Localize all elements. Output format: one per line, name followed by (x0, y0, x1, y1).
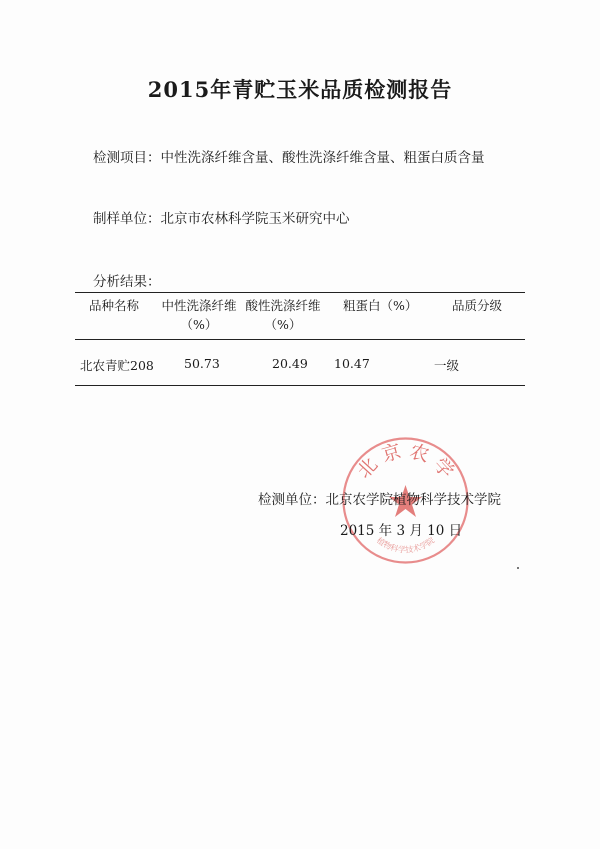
header-variety: 品种名称 (89, 298, 140, 313)
table-header-rule (75, 339, 525, 340)
header-adf-line2: （%） (264, 317, 302, 332)
scan-speck (517, 567, 519, 569)
header-adf (242, 296, 324, 333)
test-items: 检测项目：中性洗涤纤维含量、酸性洗涤纤维含量、粗蛋白质含量 (93, 150, 485, 166)
header-cp: 粗蛋白（%） (343, 298, 418, 313)
table-top-rule (75, 292, 525, 293)
row-adf: 20.49 (272, 356, 308, 371)
row-ndf: 50.73 (184, 356, 220, 371)
header-adf-line1: 酸性洗涤纤维 (245, 298, 321, 313)
header-ndf (158, 296, 240, 333)
header-ndf-line1: 中性洗涤纤维 (161, 298, 237, 313)
results-label: 分析结果： (93, 274, 161, 290)
table-bottom-rule (75, 385, 525, 386)
header-grade: 品质分级 (452, 298, 503, 313)
header-ndf-line2: （%） (180, 317, 218, 332)
row-grade: 一级 (434, 358, 460, 373)
report-date: 2015 年 3 月 10 日 (340, 523, 463, 539)
row-cp: 10.47 (334, 356, 370, 371)
seal-top-text: 北 京 农 学 (353, 440, 458, 483)
sample-unit: 制样单位：北京市农林科学院玉米研究中心 (93, 211, 350, 227)
row-variety: 北农青贮208 (80, 358, 154, 373)
seal-bottom-text: 植物科学技术学院 (374, 535, 437, 555)
report-title: 2015年青贮玉米品质检测报告 (147, 77, 453, 102)
inspection-unit: 检测单位：北京农学院植物科学技术学院 (258, 492, 501, 508)
